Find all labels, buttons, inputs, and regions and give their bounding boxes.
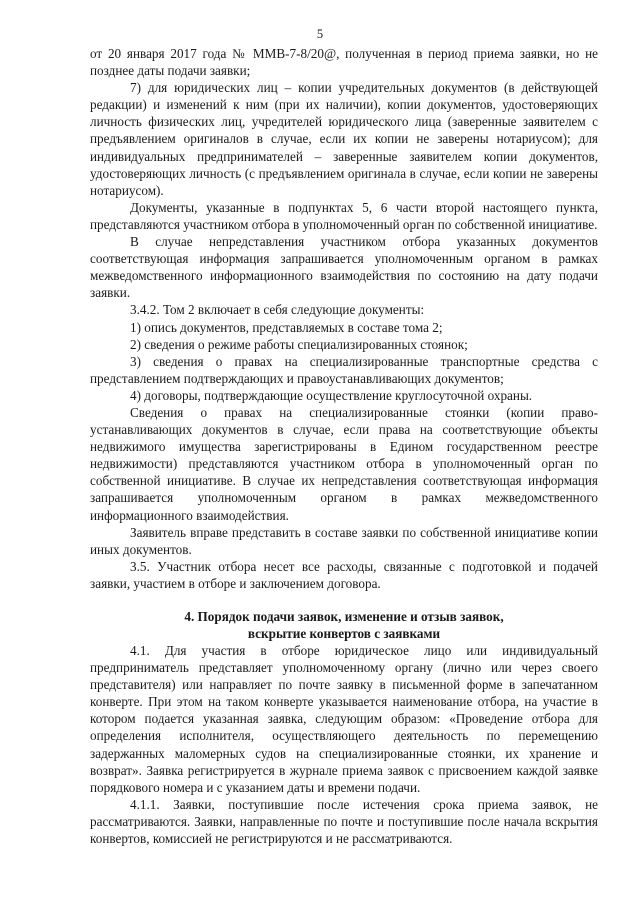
list-item: 1) опись документов, представляемых в составе тома 2; (130, 319, 443, 335)
list-item: 2) сведения о режиме работы специализированных стоянок; (130, 336, 468, 352)
document-body (90, 45, 598, 847)
paragraph: 7) для юридических лиц – копии учредительных документов (в действующей редакции) и изменений к ним (при их наличии), копии документов, удостоверяющих личность физических лиц, учредителей юридического лица (заверенные заявителем с предъявлением оригиналов в случае, если их копии не заверены нотариусом); для индивидуальных предпринимателей – заверенные заявителем копии документов, удостоверяющих личность (с предъявлением оригинала в случае, если копии не заверены нотариусом). (90, 80, 598, 198)
paragraph: 4.1.1. Заявки, поступившие после истечения срока приема заявок, не рассматриваются. Заявки, направленные по почте и поступившие после начала вскрытия конвертов, комиссией не регистрируются и не рассматриваются. (90, 796, 598, 847)
paragraph: 3.5. Участник отбора несет все расходы, связанные с подготовкой и подачей заявки, участием в отборе и заключением договора. (90, 558, 598, 591)
list-item: 3) сведения о правах на специализированные транспортные средства с представлением подтверждающих и правоустанавливающих документов; (90, 353, 598, 386)
paragraph: Сведения о правах на специализированные стоянки (копии право-устанавливающих документов в случае, если права на соответствующие объекты недвижимого имущества зарегистрированы в Едином государственном реестре недвижимости) представляются участником отбора в уполномоченный орган по собственной инициативе. В случае их непредставления соответствующая информация запрашивается уполномоченным органом в рамках межведомственного информационного взаимодействия. (90, 404, 598, 523)
section-heading-line: 4. Порядок подачи заявок, изменение и отзыв заявок, (184, 609, 504, 624)
paragraph: Документы, указанные в подпунктах 5, 6 части второй настоящего пункта, представляются участником отбора в уполномоченный орган по собственной инициативе. (90, 199, 598, 232)
list-item: 4) договоры, подтверждающие осуществление круглосуточной охраны. (130, 387, 533, 403)
page-number: 5 (316, 27, 324, 41)
section-heading (90, 608, 598, 642)
paragraph: Заявитель вправе представить в составе заявки по собственной инициативе копии иных документов. (90, 524, 598, 557)
paragraph: 3.4.2. Том 2 включает в себя следующие документы: (130, 302, 425, 318)
paragraph: от 20 января 2017 года № ММВ-7-8/20@, полученная в период приема заявки, но не позднее даты подачи заявки; (90, 46, 598, 79)
paragraph: В случае непредставления участником отбора указанных документов соответствующая информация запрашивается уполномоченным органом в рамках межведомственного информационного взаимодействия по состоянию на дату подачи заявки. (90, 234, 598, 301)
section-heading-line: вскрытие конвертов с заявками (247, 626, 441, 641)
paragraph: 4.1. Для участия в отборе юридическое лицо или индивидуальный предприниматель представляет уполномоченному органу (лично или через своего представителя) или направляет по почте заявку в письменной форме в запечатанном конверте. При этом на таком конверте указывается наименование отбора, на участие в котором подается указанная заявка, следующим образом: «Проведение отбора для определения исполнителя, осуществляющего деятельность по перемещению задержанных маломерных судов на специализированные стоянки, их хранение и возврат». Заявка регистрируется в журнале приема заявок с присвоением каждой заявке порядкового номера и с указанием даты и времени подачи. (90, 643, 598, 795)
